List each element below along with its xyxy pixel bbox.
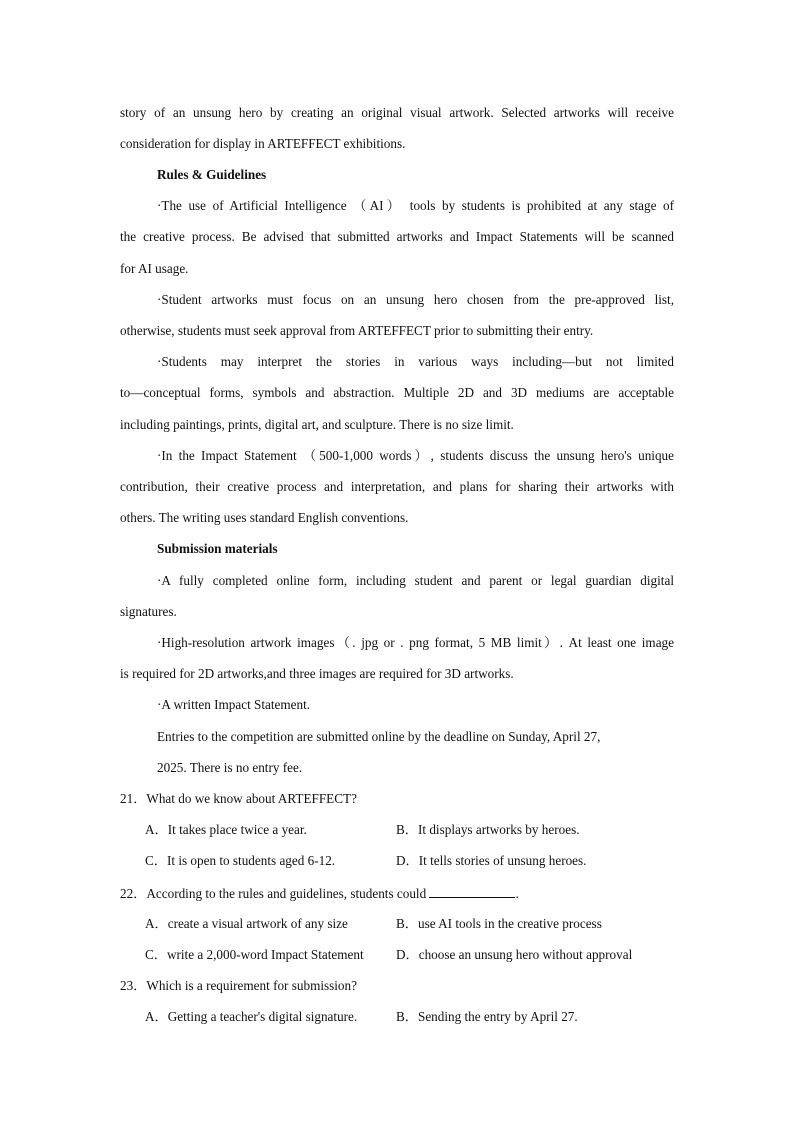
rule-line: others. The writing uses standard English conventions. — [120, 510, 409, 525]
answer-option: D．choose an unsung hero without approval — [396, 947, 633, 962]
question-stem: 21．What do we know about ARTEFFECT? — [120, 791, 357, 806]
answer-option: B．Sending the entry by April 27. — [396, 1009, 578, 1024]
answer-option: A．It takes place twice a year. — [145, 822, 307, 837]
rule-line: the creative process. Be advised that submitted artworks and Impact Statements will be scanned — [120, 229, 674, 244]
rule-line: for AI usage. — [120, 261, 189, 276]
entries-line: 2025. There is no entry fee. — [157, 760, 303, 775]
question-stem-text: 22．According to the rules and guidelines, students could — [120, 886, 427, 901]
rules-heading: Rules & Guidelines — [157, 167, 267, 182]
rule-line: including paintings, prints, digital art, and sculpture. There is no size limit. — [120, 417, 514, 432]
answer-option: C．It is open to students aged 6-12. — [145, 853, 336, 868]
submission-line: is required for 2D artworks,and three images are required for 3D artworks. — [120, 666, 514, 681]
question-stem-end: . — [515, 886, 519, 901]
rule-line: to—conceptual forms, symbols and abstraction. Multiple 2D and 3D mediums are acceptable — [120, 385, 674, 400]
answer-option: C．write a 2,000-word Impact Statement — [145, 947, 364, 962]
rule-line: contribution, their creative process and interpretation, and plans for sharing their artworks with — [120, 479, 674, 494]
answer-option: A．create a visual artwork of any size — [145, 916, 348, 931]
submission-heading: Submission materials — [157, 541, 278, 556]
submission-line: ·A written Impact Statement. — [157, 697, 311, 712]
answer-blank — [429, 885, 515, 898]
intro-line: story of an unsung hero by creating an original visual artwork. Selected artworks will receive — [120, 105, 674, 120]
answer-option: D．It tells stories of unsung heroes. — [396, 853, 587, 868]
answer-option: A．Getting a teacher's digital signature. — [145, 1009, 358, 1024]
rule-line: otherwise, students must seek approval from ARTEFFECT prior to submitting their entry. — [120, 323, 594, 338]
rule-line: ·Student artworks must focus on an unsung hero chosen from the pre-approved list, — [157, 292, 674, 307]
question-stem — [120, 885, 519, 902]
answer-option: B．use AI tools in the creative process — [396, 916, 602, 931]
rule-line: ·Students may interpret the stories in various ways including—but not limited — [157, 354, 674, 369]
rule-line: ·In the Impact Statement （500-1,000 words）, students discuss the unsung hero's unique — [157, 448, 674, 463]
submission-line: ·High-resolution artwork images（. jpg or . png format, 5 MB limit）. At least one image — [157, 635, 674, 650]
submission-line: signatures. — [120, 604, 177, 619]
question-stem: 23．Which is a requirement for submission? — [120, 978, 357, 993]
intro-line: consideration for display in ARTEFFECT exhibitions. — [120, 136, 406, 151]
answer-option: B．It displays artworks by heroes. — [396, 822, 580, 837]
rule-line: ·The use of Artificial Intelligence （AI） tools by students is prohibited at any stage of — [157, 198, 674, 213]
entries-line: Entries to the competition are submitted online by the deadline on Sunday, April 27, — [157, 729, 601, 744]
submission-line: ·A fully completed online form, including student and parent or legal guardian digital — [157, 573, 674, 588]
